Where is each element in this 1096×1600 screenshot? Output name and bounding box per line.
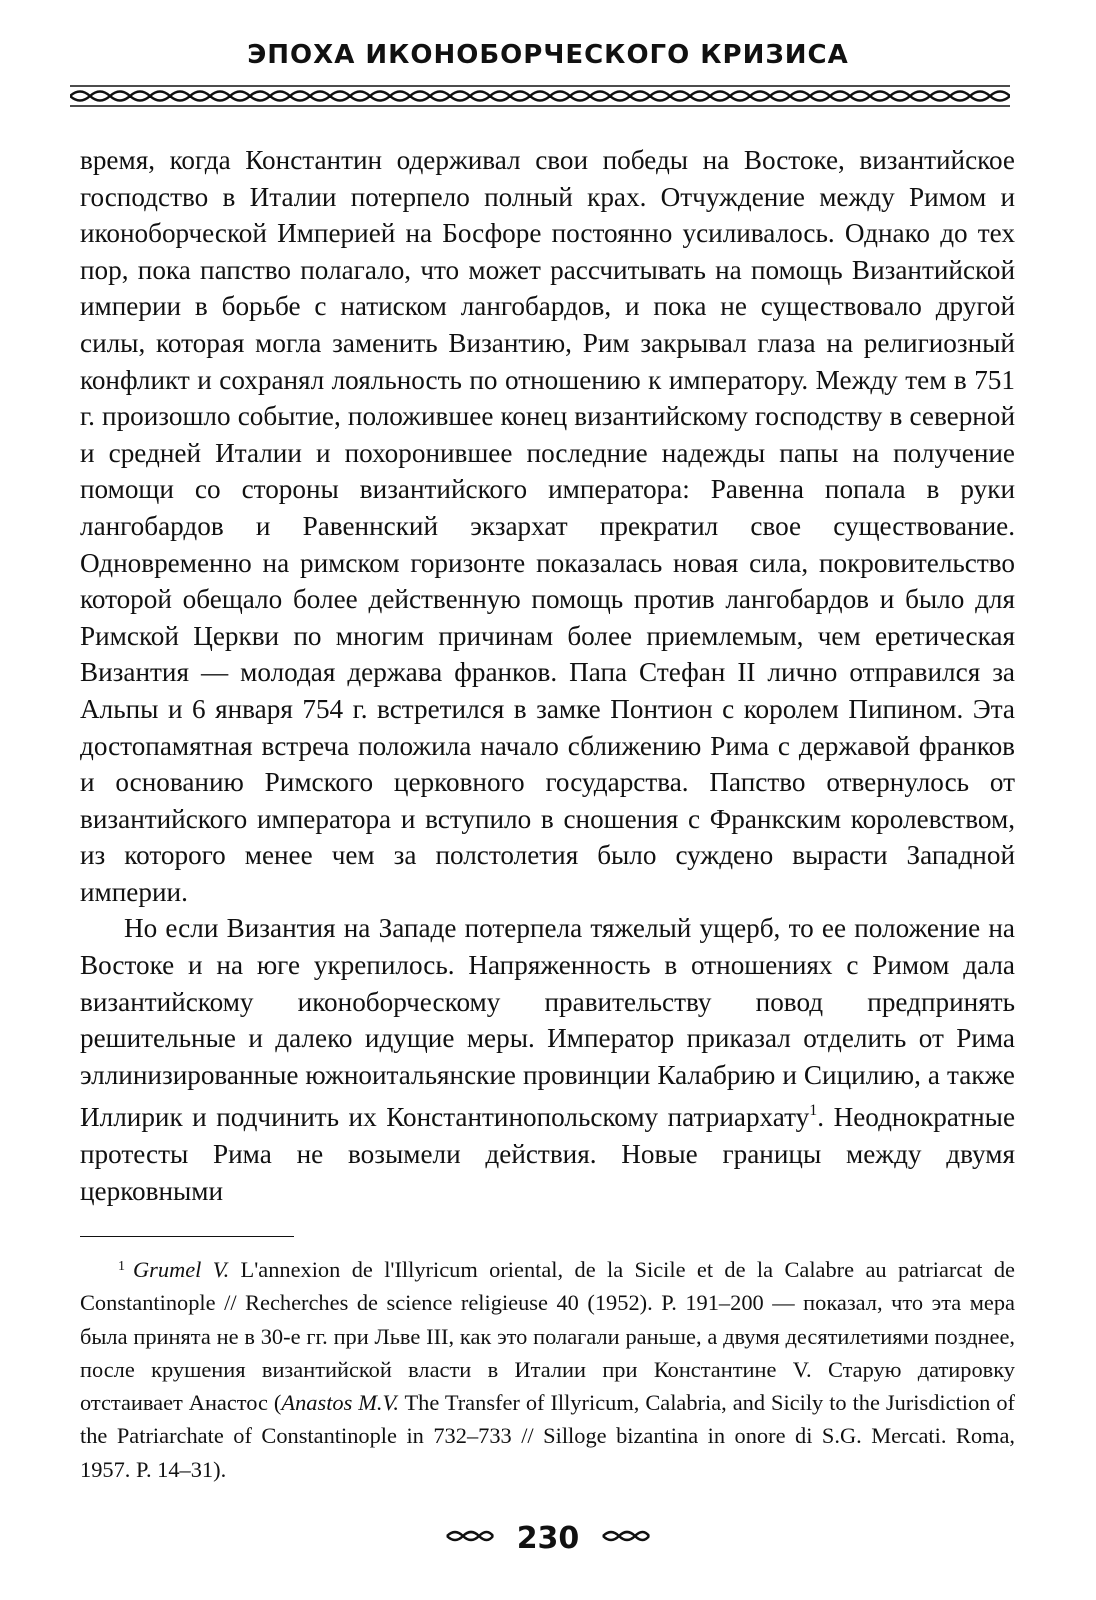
running-header: ЭПОХА ИКОНОБОРЧЕСКОГО КРИЗИСА [247,40,849,70]
paragraph-2-text-b: . Неоднократные протесты Рима не возымели действия. Новые границы между двумя церковными [80,1102,1016,1206]
footnote [80,1250,1015,1486]
paragraph-1: время, когда Константин одерживал свои победы на Востоке, византийское господство в Италии потерпело полный крах. Отчуждение между Римом и иконоборческой Империей на Босфоре постоянно усиливалось. Однако до тех пор, пока папство полагало, что может рассчитывать на помощь Византийской империи в борьбе с натиском лангобардов, и пока не существовало другой силы, которая могла заменить Византию, Рим закрывал глаза на религиозный конфликт и сохранял лояльность по отношению к императору. Между тем в 751 г. произошло событие, положившее конец византийскому господству в северной и средней Италии и похоронившее последние надежды папы на получение помощи со стороны византийского императора: Равенна попала в руки лангобардов и Равеннский экзархат прекратил свое существование. Одновременно на римском горизонте показалась новая сила, покровительство которой обещало более действенную помощь против лангобардов и было для Римской Церкви по многим причинам более приемлемым, чем еретическая Византия — молодая держава франков. Папа Стефан II лично отправился за Альпы и 6 января 754 г. встретился в замке Понтион с королем Пипином. Эта достопамятная встреча положила начало сближению Рима с державой франков и основанию Римского церковного государства. Папство отвернулось от византийского императора и вступило в сношения с Франкским королевством, из которого менее чем за полстолетия было суждено вырасти Западной империи. [80,145,1015,907]
main-text [80,142,1015,1209]
footnote-text-2: The Transfer of Illyricum, Calabria, and Sicily to the Jurisdiction of the Patriarchate of Constantinople in 732–733 // Silloge bizantina in onore di S.G. Mercati. Roma, 1957. P. 14–31). [80,1390,1015,1482]
footnote-reference: 1 [809,1102,818,1120]
footnote-separator [80,1236,294,1237]
footnote-author-2: Anastos M.V. [281,1390,399,1416]
paragraph-2 [80,910,1015,1209]
header-ornament-band [70,85,1010,107]
left-ornament-icon [445,1527,495,1550]
footnote-text-1: L'annexion de l'Illyricum oriental, de la Sicile et de la Calabre au patriarcat de Constantinople // Recherches de science religieuse 40 (1952). P. 191–200 — показал, что эта мера была принята не в 30-е гг. при Льве III, как это полагали раньше, а двумя десятилетиями позднее, после крушения византийской власти в Италии при Константине V. Старую датировку отстаивает Анастос ( [80,1257,1015,1416]
right-ornament-icon [601,1527,651,1550]
footnote-author-1: Grumel V. [133,1257,230,1282]
paragraph-2-text-a: Но если Византия на Западе потерпела тяжелый ущерб, то ее положение на Востоке и на юге укрепилось. Напряженность в отношениях с Римом дала византийскому иконоборческому правительству повод предпринять решительные и далеко идущие меры. Император приказал отделить от Рима эллинизированные южноитальянские провинции Калабрию и Сицилию, а также Иллирик и подчинить их Константинопольскому патриархату [80,913,1015,1133]
page-number: 230 [516,1520,580,1556]
page-footer [0,1516,1096,1560]
footnote-marker: 1 [118,1259,125,1274]
